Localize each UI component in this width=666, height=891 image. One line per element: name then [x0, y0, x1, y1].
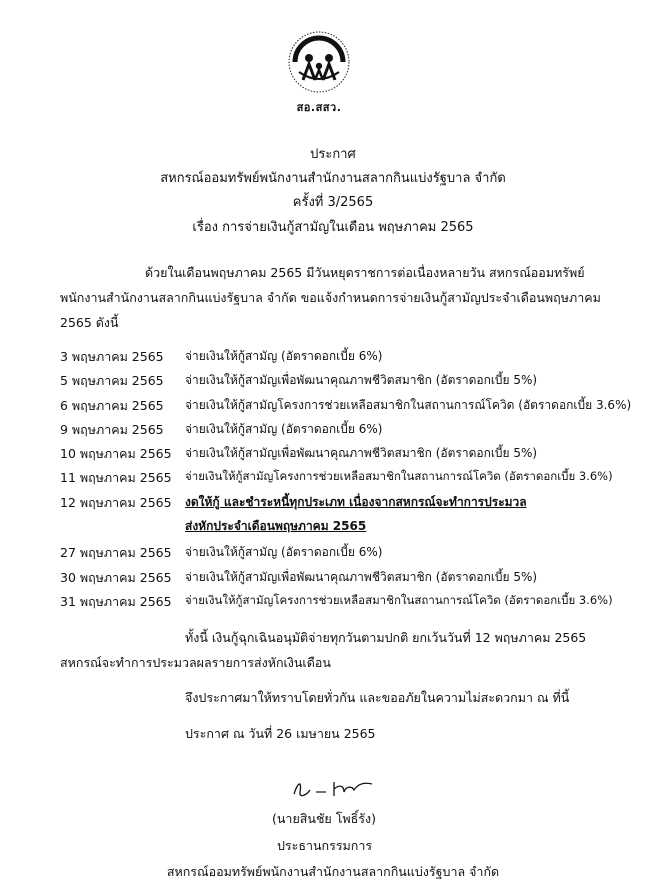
organization-name: สหกรณ์ออมทรัพย์พนักงานสำนักงานสลากกินแบ่งรัฐบาล จำกัด — [160, 171, 506, 186]
signature-image — [288, 772, 378, 802]
schedule-description: จ่ายเงินให้กู้สามัญเพื่อพัฒนาคุณภาพชีวิตสมาชิก (อัตราดอกเบี้ย 5%) — [185, 570, 538, 584]
schedule-description: จ่ายเงินให้กู้สามัญโครงการช่วยเหลือสมาชิกในสถานการณ์โควิด (อัตราดอกเบี้ย 3.6%) — [185, 398, 632, 412]
cooperative-logo — [281, 28, 357, 114]
schedule-description: จ่ายเงินให้กู้สามัญโครงการช่วยเหลือสมาชิกในสถานการณ์โควิด (อัตราดอกเบี้ย 3.6%) — [185, 469, 613, 483]
note-line-2: สหกรณ์จะทำการประมวลผลรายการส่งหักเงินเดือน — [60, 655, 331, 670]
intro-line-2: พนักงานสำนักงานสลากกินแบ่งรัฐบาล จำกัด ขอแจ้งกำหนดการจ่ายเงินกู้สามัญประจำเดือนพฤษภาคม — [60, 290, 601, 305]
schedule-date: 27 พฤษภาคม 2565 — [60, 545, 172, 560]
schedule-date: 30 พฤษภาคม 2565 — [60, 570, 172, 585]
intro-line-1: ด้วยในเดือนพฤษภาคม 2565 มีวันหยุดราชการต่อเนื่องหลายวัน สหกรณ์ออมทรัพย์ — [145, 265, 585, 280]
signer-name: (นายสินชัย โพธิ์รัง) — [272, 811, 376, 826]
schedule-date: 9 พฤษภาคม 2565 — [60, 422, 164, 437]
schedule-date: 12 พฤษภาคม 2565 — [60, 495, 172, 510]
suspension-notice: งดให้กู้ และชำระหนี้ทุกประเภท เนื่องจากสหกรณ์จะทำการประมวล — [185, 495, 527, 509]
schedule-description: จ่ายเงินให้กู้สามัญเพื่อพัฒนาคุณภาพชีวิตสมาชิก (อัตราดอกเบี้ย 5%) — [185, 373, 538, 387]
signer-organization: สหกรณ์ออมทรัพย์พนักงานสำนักงานสลากกินแบ่งรัฐบาล จำกัด — [166, 864, 500, 879]
schedule-date: 11 พฤษภาคม 2565 — [60, 470, 172, 485]
suspension-notice-continued: ส่งหักประจำเดือนพฤษภาคม 2565 — [185, 519, 367, 533]
schedule-description: จ่ายเงินให้กู้สามัญโครงการช่วยเหลือสมาชิกในสถานการณ์โควิด (อัตราดอกเบี้ย 3.6%) — [185, 593, 613, 607]
issue-number: ครั้งที่ 3/2565 — [292, 195, 374, 210]
announce-heading: ประกาศ — [310, 147, 356, 162]
announcement-date: ประกาศ ณ วันที่ 26 เมษายน 2565 — [185, 726, 376, 741]
schedule-date: 10 พฤษภาคม 2565 — [60, 446, 172, 461]
intro-line-3: 2565 ดังนี้ — [60, 315, 119, 330]
logo-abbreviation: สอ.สสว. — [296, 101, 342, 114]
schedule-description: จ่ายเงินให้กู้สามัญ (อัตราดอกเบี้ย 6%) — [185, 545, 383, 559]
signer-title: ประธานกรรมการ — [277, 838, 373, 853]
note-line-1: ทั้งนี้ เงินกู้ฉุกเฉินอนุมัติจ่ายทุกวันตามปกติ ยกเว้นวันที่ 12 พฤษภาคม 2565 — [185, 630, 587, 645]
logo-emblem-icon — [281, 28, 357, 96]
schedule-date: 6 พฤษภาคม 2565 — [60, 398, 164, 413]
schedule-description: จ่ายเงินให้กู้สามัญเพื่อพัฒนาคุณภาพชีวิตสมาชิก (อัตราดอกเบี้ย 5%) — [185, 446, 538, 460]
schedule-date: 5 พฤษภาคม 2565 — [60, 373, 164, 388]
schedule-date: 31 พฤษภาคม 2565 — [60, 594, 172, 609]
schedule-date: 3 พฤษภาคม 2565 — [60, 349, 164, 364]
schedule-description: จ่ายเงินให้กู้สามัญ (อัตราดอกเบี้ย 6%) — [185, 422, 383, 436]
schedule-description: จ่ายเงินให้กู้สามัญ (อัตราดอกเบี้ย 6%) — [185, 349, 383, 363]
subject-line: เรื่อง การจ่ายเงินกู้สามัญในเดือน พฤษภาคม 2565 — [192, 220, 474, 235]
closing-statement: จึงประกาศมาให้ทราบโดยทั่วกัน และขออภัยในความไม่สะดวกมา ณ ที่นี้ — [185, 690, 570, 705]
